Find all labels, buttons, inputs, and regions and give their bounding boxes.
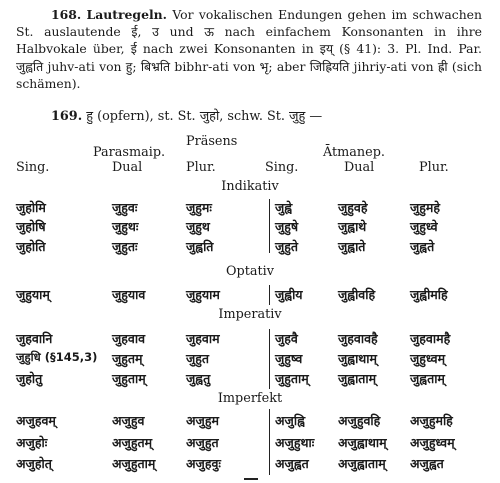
form-cell: जुह्वीवहि bbox=[338, 287, 376, 302]
col-header-sing-atm: Sing. bbox=[265, 160, 299, 175]
form-cell: जुहुयाम bbox=[186, 287, 220, 302]
divider-indikativ bbox=[269, 199, 270, 253]
header-prasens: Präsens bbox=[186, 134, 238, 149]
col-header-dual-atm: Dual bbox=[344, 160, 375, 175]
form-cell: अजुहुमहि bbox=[410, 413, 453, 428]
header-atmanep: Ātmanep. bbox=[323, 145, 385, 160]
form-cell: जुहवाम bbox=[186, 331, 220, 346]
mood-indikativ: Indikativ bbox=[221, 179, 279, 194]
form-cell: अजुह्वत bbox=[410, 456, 444, 471]
section-number-169: 169. bbox=[51, 109, 83, 124]
page-bottom-mark bbox=[244, 478, 258, 480]
form-cell: अजुह्वाथाम् bbox=[338, 435, 387, 450]
form-cell: जुहोषि bbox=[16, 219, 46, 234]
paragraph-169 bbox=[51, 108, 481, 125]
form-cell: अजुहुम bbox=[186, 413, 219, 428]
divider-imperativ bbox=[269, 329, 270, 389]
form-cell: जुह्वाते bbox=[338, 239, 366, 254]
form-cell: जुह्वते bbox=[410, 239, 435, 254]
form-cell: जुहुतम् bbox=[112, 351, 143, 366]
form-cell: जुहोति bbox=[16, 239, 46, 254]
form-cell: जुहुयाव bbox=[112, 287, 146, 302]
form-cell: जुहोमि bbox=[16, 200, 46, 215]
form-cell: जुहोतु bbox=[16, 371, 43, 386]
mood-imperativ: Imperativ bbox=[218, 307, 282, 322]
form-cell: जुहुवहे bbox=[338, 200, 368, 215]
form-cell: जुह्वीमहि bbox=[410, 287, 448, 302]
form-cell: जुहुत bbox=[186, 351, 210, 366]
form-cell: जुह्वाथाम् bbox=[338, 351, 378, 366]
form-cell: जुहुथः bbox=[112, 219, 139, 234]
form-cell: अजुह्वाताम् bbox=[338, 456, 386, 471]
form-cell: अजुहवम् bbox=[16, 413, 56, 428]
form-cell: जुह्वतु bbox=[186, 371, 211, 386]
form-cell: अजुहुत bbox=[186, 435, 219, 450]
form-cell: अजुहुथाः bbox=[275, 435, 315, 450]
section-number-168: 168. bbox=[51, 7, 82, 22]
form-cell: अजुहुवहि bbox=[338, 413, 381, 428]
section-text-168: Vor vokalischen Endungen gehen im schwachen St. auslautende ई, उ und ऊ nach einfachem Konsonanten in ihre Halbvokale über, ई nach zwei Konsonanten in इय् (§ 41): 3. Pl. Ind. Par. जुह्वति juhv-ati von हु; बिभ्रति bibhr-ati von भृ; aber जिह्रियति jihriy-ati von ह्री (sich schämen). bbox=[16, 7, 482, 91]
form-cell: जुहुमः bbox=[186, 200, 212, 215]
section-heading-168: Lautregeln. bbox=[86, 7, 167, 22]
col-header-dual-par: Dual bbox=[112, 160, 143, 175]
form-cell: जुहुताम् bbox=[112, 371, 146, 386]
form-cell: जुहुताम् bbox=[275, 371, 309, 386]
col-header-plur-par: Plur. bbox=[186, 160, 216, 175]
form-cell: जुह्वताम् bbox=[410, 371, 445, 386]
form-cell: जुह्वीय bbox=[275, 287, 303, 302]
form-cell: अजुहोत् bbox=[16, 456, 52, 471]
form-cell: जुहुथ bbox=[186, 219, 210, 234]
form-cell: अजुह्वि bbox=[275, 413, 305, 428]
col-header-plur-atm: Plur. bbox=[419, 160, 449, 175]
form-cell: जुह्वति bbox=[186, 239, 214, 254]
form-cell: अजुहुतम् bbox=[112, 435, 153, 450]
form-cell: जुह्वाताम् bbox=[338, 371, 377, 386]
form-cell: जुहुधि (§145,3) bbox=[16, 350, 98, 364]
section-text-169: हु (opfern), st. St. जुहो, schw. St. जुहु — bbox=[86, 109, 323, 124]
form-cell: जुहुषे bbox=[275, 219, 299, 234]
form-cell: अजुहोः bbox=[16, 435, 48, 450]
form-cell: जुहुते bbox=[275, 239, 299, 254]
form-cell: जुहवामहै bbox=[410, 331, 451, 346]
form-cell: जुहवानि bbox=[16, 331, 53, 346]
mood-optativ: Optativ bbox=[226, 264, 274, 279]
col-header-sing-par: Sing. bbox=[16, 160, 50, 175]
header-parasmaip: Parasmaip. bbox=[93, 145, 166, 160]
form-cell: जुहवै bbox=[275, 331, 298, 346]
form-cell: जुहवाव bbox=[112, 331, 146, 346]
form-cell: जुह्वाथे bbox=[338, 219, 367, 234]
form-cell: अजुहुताम् bbox=[112, 456, 156, 471]
form-cell: जुहुध्वे bbox=[410, 219, 438, 234]
form-cell: अजुहुव bbox=[112, 413, 145, 428]
divider-optativ bbox=[269, 285, 270, 305]
form-cell: जुहुमहे bbox=[410, 200, 441, 215]
form-cell: अजुह्वत bbox=[275, 456, 309, 471]
form-cell: अजुहुध्वम् bbox=[410, 435, 455, 450]
form-cell: जुहुध्वम् bbox=[410, 351, 446, 366]
form-cell: जुहुष्व bbox=[275, 351, 303, 366]
form-cell: जुहवावहै bbox=[338, 331, 378, 346]
form-cell: जुहुवः bbox=[112, 200, 138, 215]
divider-imperfekt bbox=[269, 409, 270, 475]
form-cell: जुहुयाम् bbox=[16, 287, 50, 302]
paragraph-168 bbox=[16, 6, 482, 92]
form-cell: जुहुतः bbox=[112, 239, 138, 254]
mood-imperfekt: Imperfekt bbox=[217, 391, 283, 406]
form-cell: अजुहवुः bbox=[186, 456, 221, 471]
form-cell: जुह्वे bbox=[275, 200, 293, 215]
